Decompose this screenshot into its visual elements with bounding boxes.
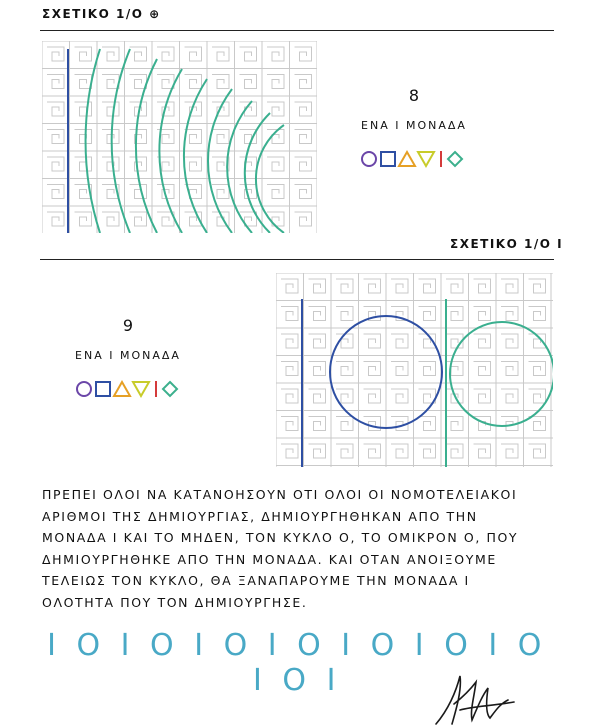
figure-number-9: 9 — [122, 316, 134, 335]
circle-symbol-icon — [362, 152, 376, 166]
square-symbol-icon — [96, 382, 110, 396]
paragraph-line: ΜΟΝΑΔΑ Ι ΚΑΙ ΤΟ ΜΗΔΕΝ, ΤΟΝ ΚΥΚΛΟ Ο, ΤΟ ΟΜΙΚΡΟΝ Ο, ΠΟΥ — [42, 530, 519, 545]
meander-grid — [42, 41, 317, 233]
symbols-row-1 — [359, 147, 469, 171]
inverted-triangle-symbol-icon — [133, 382, 149, 396]
meander-circles-figure — [276, 273, 553, 467]
paragraph-line: ΔΗΜΙΟΥΡΓΗΘΗΚΕ ΑΠΟ ΤΗΝ ΜΟΝΑΔΑ. ΚΑΙ ΟΤΑΝ ΑΝΟΙΞΟΥΜΕ — [42, 551, 497, 567]
paragraph-line: ΑΡΙΘΜΟΙ ΤΗΣ ΔΗΜΙΟΥΡΓΙΑΣ, ΔΗΜΙΟΥΡΓΗΘΗΚΑΝ ΑΠΟ ΤΗΝ — [42, 508, 478, 524]
paragraph-line: ΠΡΕΠΕΙ ΟΛΟΙ ΝΑ ΚΑΤΑΝΟΗΣΟΥΝ ΟΤΙ ΟΛΟΙ ΟΙ ΝΟΜΟΤΕΛΕΙΑΚΟΙ — [42, 487, 518, 502]
triangle-symbol-icon — [114, 382, 130, 396]
section-header: ΣΧΕΤΙΚΟ 1/Ο Ι — [450, 237, 564, 251]
section-rule — [40, 259, 554, 260]
signature-image — [430, 670, 520, 727]
figure-number-8: 8 — [408, 86, 420, 105]
inverted-triangle-symbol-icon — [418, 152, 434, 166]
paragraph-line: ΤΕΛΕΙΩΣ ΤΟΝ ΚΥΚΛΟ, ΘΑ ΞΑΝΑΠΑΡΟΥΜΕ ΤΗΝ ΜΟΝΑΔΑ Ι — [42, 573, 470, 588]
paragraph-line: ΟΛΟΤΗΤΑ ΠΟΥ ΤΟΝ ΔΗΜΙΟΥΡΓΗΣΕ. — [42, 594, 308, 610]
figure-subtitle-1: ΕΝΑ Ι ΜΟΝΑΔΑ — [361, 119, 467, 132]
symbols-row-2 — [74, 377, 184, 401]
square-symbol-icon — [381, 152, 395, 166]
top-rule — [40, 30, 554, 31]
figure-subtitle-2: ΕΝΑ Ι ΜΟΝΑΔΑ — [75, 349, 181, 362]
meander-grid — [276, 273, 553, 467]
top-header: ΣΧΕΤΙΚΟ 1/Ο ⊕ — [42, 7, 161, 21]
diamond-symbol-icon — [448, 152, 462, 166]
diamond-symbol-icon — [163, 382, 177, 396]
io-sequence: Ι Ο Ι Ο Ι Ο Ι Ο Ι Ο Ι Ο Ι Ο Ι Ο Ι — [47, 628, 547, 698]
circle-symbol-icon — [77, 382, 91, 396]
triangle-symbol-icon — [399, 152, 415, 166]
main-paragraph — [42, 484, 554, 613]
meander-arcs-figure — [42, 41, 317, 233]
